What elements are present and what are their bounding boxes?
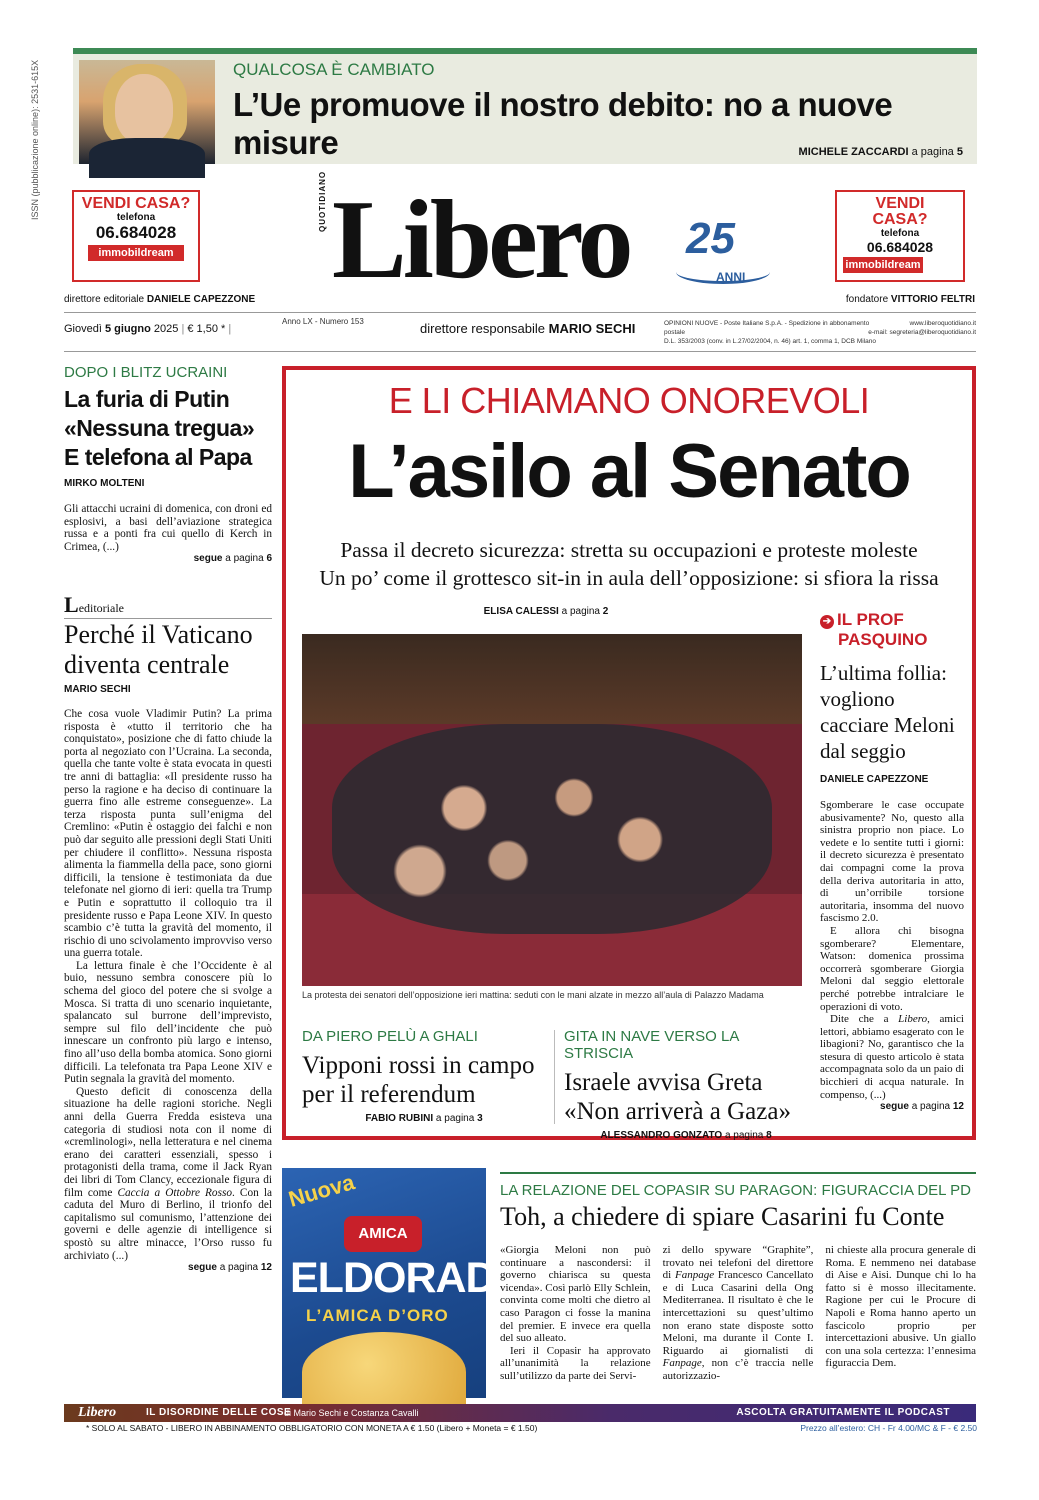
footer-note: * SOLO AL SABATO - LIBERO IN ABBINAMENTO OBBLIGATORIO CON MONETA A € 1.50 (Libero + Moneta = € 1.50) <box>86 1423 538 1433</box>
editorial-segue: segue <box>188 1262 217 1274</box>
copasir-col1-para-2: Ieri il Copasir ha approvato all’unanimità la relazione sull’utilizzo da parte dei Servi- <box>500 1344 651 1382</box>
legal-info <box>664 319 884 346</box>
legal-line-2: D.L. 353/2003 (conv. in L.27/02/2004, n. 46) art. 1, comma 1, DCB Milano <box>664 338 876 345</box>
arrow-right-icon: ➔ <box>820 615 834 629</box>
chips-ad-nuova: Nuova <box>285 1169 358 1212</box>
putin-byline: MIRKO MOLTENI <box>64 478 145 489</box>
issn-note <box>30 59 50 230</box>
issue-day: Giovedì <box>64 323 102 335</box>
chips-ad-tagline: L’AMICA D’ORO <box>306 1306 449 1325</box>
banner-page-ref: a pagina <box>911 146 954 158</box>
top-banner[interactable] <box>73 48 977 164</box>
sub-left-kicker: DA PIERO PELÙ A GHALI <box>302 1028 478 1045</box>
masthead-quotidiano: QUOTIDIANO <box>318 170 327 232</box>
main-page-num: 2 <box>602 606 609 617</box>
ad-left-brand: immobildream <box>88 245 184 261</box>
putin-headline-3: E telefona al Papa <box>64 444 252 470</box>
photo-caption: La protesta dei senatori dell’opposizione ieri mattina: seduti con le mani alzate in mezzo all’aula di Palazzo Madama <box>302 990 764 1000</box>
banner-author: MICHELE ZACCARDI <box>798 146 909 158</box>
main-deck-line-1: Passa il decreto sicurezza: stretta su occupazioni e proteste moleste <box>340 538 918 562</box>
editorial-segue-num: 12 <box>260 1262 272 1274</box>
logo-wordmark: Libero <box>332 178 630 302</box>
editorial-director <box>64 294 255 305</box>
editorial-headline[interactable]: Perché il Vaticano diventa centrale <box>64 620 253 679</box>
podcast-authors: di Mario Sechi e Costanza Cavalli <box>284 1408 419 1418</box>
main-byline <box>286 606 806 617</box>
copasir-col3-para: ni chieste alla procura generale di Roma. E nemmeno nei database di Aise e Aisi. Dunque chi lo ha fatto si è mosso illecitamente. Ragione per cui le Procure di Napoli e Roma hanno aperto un fascicolo proprio per intercettazioni abusive. Un giallo con una sola certezza: l’ennesima figuraccia Dem. <box>825 1244 977 1370</box>
main-page-ref: a pagina <box>561 606 600 617</box>
footer-price-abroad: Prezzo all’estero: CH - Fr 4.00/MC & F - € 2.50 <box>800 1423 977 1433</box>
ad-right-headline-1: VENDI <box>875 195 925 212</box>
managing-director-label: direttore responsabile <box>420 321 546 336</box>
podcast-title: IL DISORDINE DELLE COSE <box>146 1407 292 1418</box>
banner-headline[interactable]: L’Ue promuove il nostro debito: no a nuove misure <box>233 86 893 161</box>
putin-body: Gli attacchi ucraini di domenica, con droni ed esplosivi, a basi dell’aviazione strategica russa e a ponti fra cui quello di Kerch in Crimea, (...) <box>64 503 272 553</box>
founder-name: VITTORIO FELTRI <box>890 294 975 305</box>
banner-kicker: QUALCOSA È CAMBIATO <box>233 60 435 79</box>
ad-right-phone: 06.684028 <box>866 239 934 255</box>
copasir-kicker: LA RELAZIONE DEL COPASIR SU PARAGON: FIGURACCIA DEL PD <box>500 1182 971 1199</box>
chips-ad[interactable] <box>282 1168 526 1398</box>
banner-page-num: 5 <box>956 146 963 158</box>
senate-protest-photo <box>302 634 802 986</box>
pasquino-body <box>820 799 964 1114</box>
main-deck-line-2: Un po’ come il grottesco sit-in in aula dell’opposizione: si sfiora la rissa <box>319 566 939 590</box>
pasquino-continue[interactable] <box>820 1101 964 1113</box>
founder <box>846 294 975 305</box>
sub-story-right[interactable] <box>564 1028 808 1141</box>
putin-headline[interactable] <box>64 385 272 472</box>
managing-director-name: MARIO SECHI <box>548 321 636 336</box>
potato-chips-image <box>302 1332 466 1412</box>
sub-right-byline <box>564 1130 808 1141</box>
founder-label: fondatore <box>845 294 889 305</box>
chips-ad-product: ELDORADA <box>290 1254 526 1302</box>
editorial-director-label: direttore editoriale <box>64 294 145 305</box>
copasir-column-1 <box>500 1244 651 1383</box>
editorial-body <box>64 708 272 1273</box>
putin-continue[interactable] <box>64 553 272 564</box>
editorial-byline: MARIO SECHI <box>64 684 131 695</box>
banner-photo <box>79 60 215 164</box>
sub-left-page-num: 3 <box>477 1113 483 1124</box>
pasquino-paragraph-3: Dite che a Libero, amici lettori, abbiamo esagerato con le libagioni? No, garantisco che la stesura di questo articolo è stata accompagnata solo da un paio di bicchieri di acqua naturale. In compenso, (...) <box>820 1013 964 1101</box>
main-deck <box>286 536 972 592</box>
issue-price: € 1,50 * <box>187 323 226 335</box>
podcast-banner[interactable] <box>64 1404 976 1422</box>
pasquino-segue: segue <box>880 1101 909 1113</box>
email-link[interactable]: e-mail: segreteria@liberoquotidiano.it <box>868 329 976 336</box>
copasir-headline[interactable]: Toh, a chiedere di spiare Casarini fu Conte <box>500 1202 945 1231</box>
copasir-col1-para-1: «Giorgia Meloni non può continuare a nascondersi: il governo chiarisca su questa vicenda». Così parlò Elly Schlein, convinta come molti che dietro al caso Paragon ci fosse la manina del premier. E invece era quella del suo alleato. <box>500 1244 651 1345</box>
issue-number: Anno LX - Numero 153 <box>282 317 364 326</box>
sub-right-author: ALESSANDRO GONZATO <box>600 1130 723 1141</box>
pasquino-kicker <box>820 610 964 650</box>
putin-segue-num: 6 <box>266 553 272 565</box>
pasquino-headline[interactable]: L’ultima follia: vogliono cacciare Meloni dal seggio <box>820 661 955 763</box>
editorial-segue-page: a pagina <box>219 1262 259 1274</box>
pasquino-column[interactable] <box>820 610 964 1114</box>
editorial-label-initial: L <box>64 592 79 617</box>
issue-year: 2025 <box>153 323 179 335</box>
ad-left[interactable] <box>72 190 200 282</box>
putin-article[interactable] <box>64 364 272 564</box>
pasquino-segue-num: 12 <box>952 1101 964 1113</box>
editorial-section-label <box>64 592 272 619</box>
pasquino-kicker-2: PASQUINO <box>838 630 928 649</box>
sub-left-page-ref: a pagina <box>435 1113 475 1124</box>
editorial-paragraph-1: Che cosa vuole Vladimir Putin? La prima risposta è «tutto il territorio che ha conquistato», posizione che di fatto chiude la porta al negoziato con l’Ucraina. La seconda, quella che tante volte è stata evocata in questi tre anni di battaglia: «Il presidente russo ha perso la ragione e ha deciso di continuare la guerra fino alle estreme conseguenze». La terza risposta punta sull’enigma del Cremlino: «Putin è ostaggio dei falchi e non può dar seguito alle pressioni degli Stati Uniti per chiudere il conflitto». Nessuna risposta alimenta la fiammella della pace, sono giorni difficili, la tensione è testimoniata da due telefonate nel giorno di ieri: quella tra Trump e Putin e soprattutto il colloquio tra il presidente russo e Papa Leone XIV. In questo scambio c’è tutta la gravità del momento, il rischio di uno scivolamento improvviso verso una guerra totale. <box>64 708 272 960</box>
ad-left-call: telefona <box>116 212 156 223</box>
main-kicker: E LI CHIAMANO ONOREVOLI <box>388 380 870 421</box>
pasquino-paragraph-2: E allora chi bisogna sgomberare? Elementare, Watson: domenica prossima occorrerà sgomberare Giorgia Meloni dal seggio elettorale perché potrebbe intralciare le operazioni di voto. <box>820 924 964 1013</box>
editorial-paragraph-3: Questo deficit di conoscenza della situazione ha delle ragioni storiche. Negli anni della Guerra Fredda esisteva una categoria di studiosi nota con il nome di «cremlinologi», nella letteratura e nel cinema erano dei caratteri essenziali, spesso i protagonisti della trama, come il Jack Ryan dei libri di Tom Clancy, eccezionale figura di film come Caccia a Ottobre Rosso. Con la caduta del Muro di Berlino, il trionfo del capitalismo sul comunismo, l’attenzione dei governi e delle agenzie di intelligence si spostò su altre minacce, l’Orso russo fu archiviato (...) <box>64 1085 272 1262</box>
pasquino-segue-page: a pagina <box>911 1101 951 1113</box>
anniversary-number: 25 <box>686 214 735 263</box>
copasir-column-3 <box>825 1244 976 1383</box>
pasquino-paragraph-1: Sgomberare le case occupate abusivamente? No, questo alla sinistra proprio non piace. Lo vedete e lo sentite tutti i giorni: il decreto sicurezza è presentato dai compagni come la prova della deriva autoritaria in atto, di un’orribile torsione autoritaria, insomma del nuovo fascismo 2.0. <box>820 799 964 925</box>
sub-left-author: FABIO RUBINI <box>365 1113 434 1124</box>
editorial-continue[interactable] <box>64 1262 272 1273</box>
issue-month: giugno <box>114 323 151 335</box>
pasquino-byline: DANIELE CAPEZZONE <box>820 774 929 785</box>
sub-left-headline[interactable]: Vipponi rossi in campo per il referendum <box>302 1052 535 1108</box>
chips-ad-brand-logo: AMICA <box>344 1216 422 1252</box>
issue-date: Giovedì 5 giugno 2025 | € 1,50 * | <box>64 323 232 335</box>
putin-kicker: DOPO I BLITZ UCRAINI <box>64 364 228 381</box>
ad-left-headline: VENDI CASA? <box>81 195 191 212</box>
masthead-logo[interactable] <box>318 170 778 302</box>
banner-byline <box>799 146 963 158</box>
copasir-body <box>500 1244 976 1383</box>
putin-headline-1: La furia di Putin <box>64 386 230 412</box>
editorial-label-rest: editoriale <box>78 601 124 615</box>
editorial-director-name: DANIELE CAPEZZONE <box>146 294 256 305</box>
web-info <box>868 319 976 337</box>
info-bar <box>64 312 976 352</box>
main-story-box <box>282 366 976 1140</box>
website-link[interactable]: www.liberoquotidiano.it <box>909 320 976 327</box>
footer-logo: Libero <box>78 1405 117 1420</box>
sub-right-page-num: 8 <box>766 1130 772 1141</box>
main-author: ELISA CALESSI <box>483 606 559 617</box>
sub-divider <box>554 1030 555 1124</box>
issue-date-num: 5 <box>104 323 112 335</box>
ad-right-brand: immobildream <box>843 257 923 273</box>
issn-text: ISSN (pubblicazione online): 2531-615X <box>30 59 40 220</box>
copasir-col2-para: zi dello spyware “Graphite”, trovato nei telefoni del direttore di Fanpage Francesco Cancellato e di Luca Casarini della Ong Mediterranea. Il risultato è che le intercettazioni su quest’ultimo non erano state disposte sotto Meloni, ma durante il Conte I. Riguardo ai giornalisti di Fanpage, non c’è traccia nelle autorizzazio- <box>662 1244 814 1382</box>
sub-left-byline <box>302 1113 546 1124</box>
ad-left-phone: 06.684028 <box>95 223 177 242</box>
anniversary-label: ANNI <box>716 270 746 284</box>
editorial-paragraph-2: La lettura finale è che l’Occidente è al buio, nessuno sembra conoscere più lo schema del gioco del potere che si svolge a Mosca. Si tratta di uno scenario inquietante, spalancato sul burrone dell’imprevisto, sempre sul filo dell’incidente che può innescare un confronto più largo e intenso, fino all’uso della bomba atomica. Sono giorni difficili. La telefonata tra Papa Leone XIV e Putin segnala la gravità del momento. <box>64 959 272 1086</box>
legal-line-1: OPINIONI NUOVE - Poste Italiane S.p.A. - Spedizione in abbonamento postale <box>664 320 870 336</box>
podcast-cta[interactable]: ASCOLTA GRATUITAMENTE IL PODCAST <box>736 1407 950 1418</box>
sub-right-kicker: GITA IN NAVE VERSO LA STRISCIA <box>564 1028 739 1062</box>
pasquino-kicker-1: IL PROF <box>837 610 904 629</box>
sub-story-left[interactable] <box>302 1028 546 1124</box>
ad-right-call: telefona <box>880 228 920 239</box>
ad-right[interactable] <box>835 190 965 282</box>
main-headline[interactable]: L’asilo al Senato <box>348 429 910 514</box>
putin-headline-2: «Nessuna tregua» <box>64 415 255 441</box>
copasir-rule <box>500 1172 976 1174</box>
sub-right-page-ref: a pagina <box>724 1130 764 1141</box>
copasir-column-2 <box>663 1244 814 1383</box>
sub-right-headline[interactable]: Israele avvisa Greta «Non arriverà a Gaza» <box>564 1069 791 1125</box>
putin-segue: segue <box>193 553 223 565</box>
managing-director <box>420 321 635 336</box>
ad-right-headline-2: CASA? <box>872 211 928 228</box>
putin-segue-page: a pagina <box>225 553 264 565</box>
